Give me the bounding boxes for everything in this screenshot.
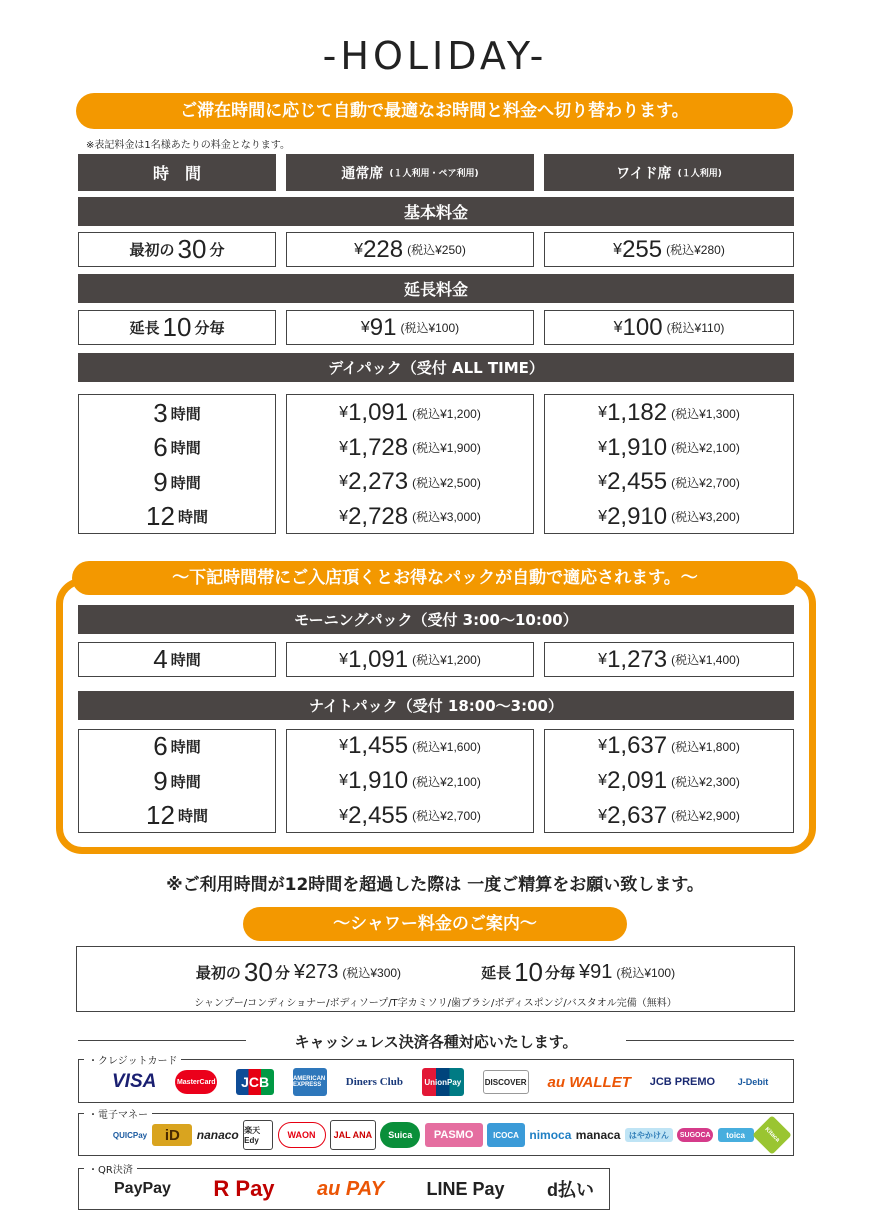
night-wide-price: 2,091	[607, 767, 668, 795]
page-title: -HOLIDAY-	[322, 34, 548, 78]
shower-box	[76, 946, 795, 1012]
extension-wide-cell	[544, 310, 794, 345]
yen-sign: ¥	[339, 473, 349, 491]
yen-sign: ¥	[354, 240, 364, 258]
shower-first-pre: 最初の	[195, 964, 241, 982]
logo-jal-ana-icon: JAL ANA	[330, 1120, 376, 1150]
shower-banner	[243, 907, 627, 941]
shower-banner-text: ～シャワー料金のご案内～	[333, 914, 537, 934]
daypack-row-time	[78, 431, 276, 466]
daypack-row-normal	[286, 465, 534, 500]
logo-j-debit-icon: J-Debit	[737, 1077, 769, 1087]
night-wide-tax: (税込¥2,300)	[671, 774, 740, 789]
yen-sign: ¥	[598, 806, 608, 824]
daypack-hours: 12	[146, 501, 175, 532]
morning-hours-unit: 時間	[170, 651, 201, 669]
extension-normal-tax: (税込¥100)	[400, 321, 460, 335]
logo-nanaco-icon: nanaco	[196, 1128, 239, 1142]
yen-sign: ¥	[598, 650, 608, 668]
logo-nimoca-icon: nimoca	[529, 1128, 572, 1142]
daypack-row-normal	[286, 396, 534, 431]
yen-sign: ¥	[339, 772, 349, 790]
night-normal-price: 1,455	[348, 732, 409, 760]
extension-wide-price: 100	[622, 313, 663, 341]
basic-label-post: 分	[209, 241, 225, 259]
basic-normal-price: 228	[363, 235, 404, 263]
night-wide-tax: (税込¥1,800)	[671, 739, 740, 754]
daypack-wide-tax: (税込¥2,100)	[671, 441, 740, 456]
special-pack-banner	[72, 561, 798, 595]
extension-label-post: 分毎	[194, 319, 225, 337]
daypack-row-normal	[286, 431, 534, 466]
cashless-divider-left	[78, 1040, 246, 1041]
daypack-normal-price: 2,273	[348, 468, 409, 496]
shower-first-tax: (税込¥300)	[342, 966, 402, 980]
header-normal-sub: (１人利用・ペア利用)	[389, 169, 479, 179]
credit-label: ・クレジットカード	[84, 1052, 181, 1067]
night-row-wide	[544, 729, 794, 764]
daypack-row-time	[78, 500, 276, 535]
logo-american-express-icon: AMERICAN EXPRESS	[293, 1068, 327, 1096]
night-row-time	[78, 729, 276, 764]
night-hours: 6	[153, 730, 168, 761]
yen-sign: ¥	[598, 737, 608, 755]
night-wide-tax: (税込¥2,900)	[671, 809, 740, 824]
emoney-logos	[112, 1119, 786, 1151]
section-night	[78, 691, 794, 720]
daypack-hours: 3	[153, 397, 168, 428]
daypack-row-time	[78, 396, 276, 431]
header-wide	[544, 154, 794, 191]
night-normal-price: 2,455	[348, 801, 409, 829]
daypack-normal-price: 2,728	[348, 502, 409, 530]
daypack-row-wide	[544, 431, 794, 466]
logo-quicpay-icon: QUICPay	[112, 1130, 148, 1140]
yen-sign: ¥	[339, 737, 349, 755]
daypack-hours-unit: 時間	[170, 439, 201, 458]
qr-label: ・QR決済	[84, 1161, 137, 1176]
special-pack-banner-text: ～下記時間帯にご入店頂くとお得なパックが自動で適応されます。～	[172, 568, 698, 588]
credit-logos	[112, 1066, 772, 1098]
yen-sign: ¥	[360, 318, 370, 336]
daypack-hours: 9	[153, 466, 168, 497]
daypack-wide-tax: (税込¥2,700)	[671, 475, 740, 490]
night-normal-tax: (税込¥2,700)	[412, 809, 481, 824]
night-hours: 9	[153, 765, 168, 796]
night-normal-tax: (税込¥1,600)	[412, 739, 481, 754]
shower-ext-tax: (税込¥100)	[616, 966, 676, 980]
night-row-normal	[286, 764, 534, 799]
yen-sign: ¥	[339, 507, 349, 525]
daypack-normal-tax: (税込¥3,000)	[412, 510, 481, 525]
logo-mastercard-icon: MasterCard	[175, 1070, 217, 1094]
logo-au-pay-icon: au PAY	[317, 1177, 385, 1200]
night-normal-tax: (税込¥2,100)	[412, 774, 481, 789]
basic-label-pre: 最初の	[129, 241, 175, 259]
daypack-normal-tax: (税込¥2,500)	[412, 475, 481, 490]
basic-wide-price: 255	[622, 235, 663, 263]
auto-switch-banner	[76, 93, 793, 129]
section-morning-label: モーニングパック（受付 3:00～10:00）	[294, 611, 578, 629]
night-row-normal	[286, 729, 534, 764]
yen-sign: ¥	[598, 404, 608, 422]
daypack-hours: 6	[153, 432, 168, 463]
logo-paypay-icon: PayPay	[114, 1180, 171, 1197]
emoney-label: ・電子マネー	[84, 1106, 152, 1121]
daypack-wide-price: 2,455	[607, 468, 668, 496]
morning-wide-tax: (税込¥1,400)	[671, 653, 740, 667]
logo-manaca-icon: manaca	[575, 1128, 621, 1142]
logo-edy-icon: 楽天Edy	[243, 1120, 273, 1150]
night-row-wide	[544, 798, 794, 833]
cashless-heading: キャッシュレス決済各種対応いたします。	[294, 1033, 578, 1051]
logo-kitaca-icon: Kitaca	[752, 1115, 792, 1155]
morning-wide-price: 1,273	[607, 645, 668, 673]
section-basic	[78, 197, 794, 226]
logo-r-pay-icon: R Pay	[213, 1176, 275, 1201]
daypack-wide-price: 2,910	[607, 502, 668, 530]
daypack-normal-price: 1,091	[348, 399, 409, 427]
logo-unionpay-icon: UnionPay	[422, 1068, 464, 1096]
night-hours-unit: 時間	[170, 772, 201, 791]
night-hours-unit: 時間	[170, 737, 201, 756]
morning-row-normal	[286, 642, 534, 677]
extension-time-cell	[78, 310, 276, 345]
extension-label-num: 10	[162, 312, 192, 342]
daypack-row-time	[78, 465, 276, 500]
over-12h-notice: ※ご利用時間が12時間を超過した際は 一度ご精算をお願い致します。	[166, 875, 704, 895]
daypack-wide-tax: (税込¥1,300)	[671, 406, 740, 421]
daypack-normal-price: 1,728	[348, 433, 409, 461]
logo-toica-icon: toica	[718, 1128, 754, 1142]
extension-wide-tax: (税込¥110)	[666, 321, 725, 335]
morning-row-time	[78, 642, 276, 677]
night-row-normal	[286, 798, 534, 833]
daypack-hours-unit: 時間	[177, 508, 208, 527]
cashless-divider-right	[626, 1040, 794, 1041]
logo-waon-icon: WAON	[278, 1122, 326, 1148]
daypack-wide-tax: (税込¥3,200)	[671, 510, 740, 525]
basic-wide-cell	[544, 232, 794, 267]
logo-diners-club-icon: Diners Club	[345, 1076, 403, 1088]
daypack-hours-unit: 時間	[170, 473, 201, 492]
qr-logos	[114, 1174, 594, 1204]
morning-normal-price: 1,091	[348, 645, 409, 673]
logo-discover-icon: DISCOVER	[483, 1070, 529, 1094]
header-wide-label: ワイド席	[616, 165, 672, 182]
header-time-label: 時 間	[152, 164, 201, 183]
extension-label-pre: 延長	[129, 319, 160, 337]
extension-normal-cell	[286, 310, 534, 345]
basic-time-cell	[78, 232, 276, 267]
logo-jcb-icon: JCB	[236, 1069, 274, 1095]
logo-suica-icon: Suica	[380, 1122, 420, 1148]
logo-id-icon: iD	[152, 1124, 192, 1146]
morning-hours: 4	[153, 644, 168, 674]
basic-normal-tax: (税込¥250)	[407, 243, 466, 257]
price-note: ※表記料金は1名様あたりの料金となります。	[86, 140, 290, 151]
daypack-row-normal	[286, 500, 534, 535]
header-wide-sub: (１人利用)	[677, 169, 722, 179]
basic-label-num: 30	[177, 234, 207, 264]
section-extension	[78, 274, 794, 303]
logo-icoca-icon: ICOCA	[487, 1123, 525, 1147]
yen-sign: ¥	[339, 404, 349, 422]
yen-sign: ¥	[339, 438, 349, 456]
header-time	[78, 154, 276, 191]
night-row-wide	[544, 764, 794, 799]
logo-jp-icon: はやかけん	[625, 1128, 673, 1142]
logo-d-icon: d払い	[547, 1180, 594, 1200]
shower-ext-num: 10	[514, 957, 543, 987]
logo-line-pay-icon: LINE Pay	[426, 1178, 505, 1199]
night-hours: 12	[146, 800, 175, 831]
shower-first-unit: 分	[274, 964, 290, 982]
daypack-row-wide	[544, 465, 794, 500]
yen-sign: ¥	[339, 806, 349, 824]
shower-ext-price: ¥91	[579, 961, 613, 983]
basic-wide-tax: (税込¥280)	[666, 243, 725, 257]
daypack-row-wide	[544, 396, 794, 431]
yen-sign: ¥	[598, 473, 608, 491]
logo-pasmo-icon: PASMO	[425, 1123, 483, 1147]
header-normal	[286, 154, 534, 191]
yen-sign: ¥	[598, 507, 608, 525]
header-normal-label: 通常席	[341, 165, 384, 182]
night-hours-unit: 時間	[177, 807, 208, 826]
shower-first-num: 30	[243, 957, 273, 987]
daypack-wide-price: 1,182	[607, 399, 668, 427]
yen-sign: ¥	[613, 240, 623, 258]
logo-visa-icon: VISA	[112, 1071, 157, 1092]
basic-normal-cell	[286, 232, 534, 267]
night-normal-price: 1,910	[348, 767, 409, 795]
logo-au-wallet-icon: au WALLET	[547, 1073, 631, 1091]
daypack-normal-tax: (税込¥1,900)	[412, 441, 481, 456]
daypack-row-wide	[544, 500, 794, 535]
shower-first-price: ¥273	[293, 961, 339, 983]
morning-row-wide	[544, 642, 794, 677]
section-extension-label: 延長料金	[403, 280, 468, 299]
yen-sign: ¥	[613, 318, 623, 336]
night-row-time	[78, 798, 276, 833]
shower-amenities: シャンプー/コンディショナー/ボディソープ/T字カミソリ/歯ブラシ/ボディスポンジ/バスタオル完備（無料）	[194, 998, 677, 1009]
auto-switch-banner-text: ご滞在時間に応じて自動で最適なお時間と料金へ切り替わります。	[180, 101, 689, 121]
morning-normal-tax: (税込¥1,200)	[412, 653, 481, 667]
daypack-normal-tax: (税込¥1,200)	[412, 406, 481, 421]
yen-sign: ¥	[598, 438, 608, 456]
night-wide-price: 2,637	[607, 801, 668, 829]
daypack-hours-unit: 時間	[170, 404, 201, 423]
section-daypack-label: デイパック（受付 ALL TIME）	[328, 359, 544, 377]
section-daypack	[78, 353, 794, 382]
section-morning	[78, 605, 794, 634]
night-row-time	[78, 764, 276, 799]
shower-ext-pre: 延長	[481, 964, 512, 982]
shower-ext-unit: 分毎	[545, 964, 576, 982]
extension-normal-price: 91	[369, 313, 397, 341]
yen-sign: ¥	[339, 650, 349, 668]
night-wide-price: 1,637	[607, 732, 668, 760]
daypack-wide-price: 1,910	[607, 433, 668, 461]
yen-sign: ¥	[598, 772, 608, 790]
section-basic-label: 基本料金	[403, 203, 468, 222]
section-night-label: ナイトパック（受付 18:00～3:00）	[309, 697, 563, 715]
logo-sugoca-icon: SUGOCA	[677, 1128, 713, 1142]
logo-jcb-premo-icon: JCB PREMO	[649, 1076, 716, 1088]
shower-prices	[77, 957, 794, 988]
